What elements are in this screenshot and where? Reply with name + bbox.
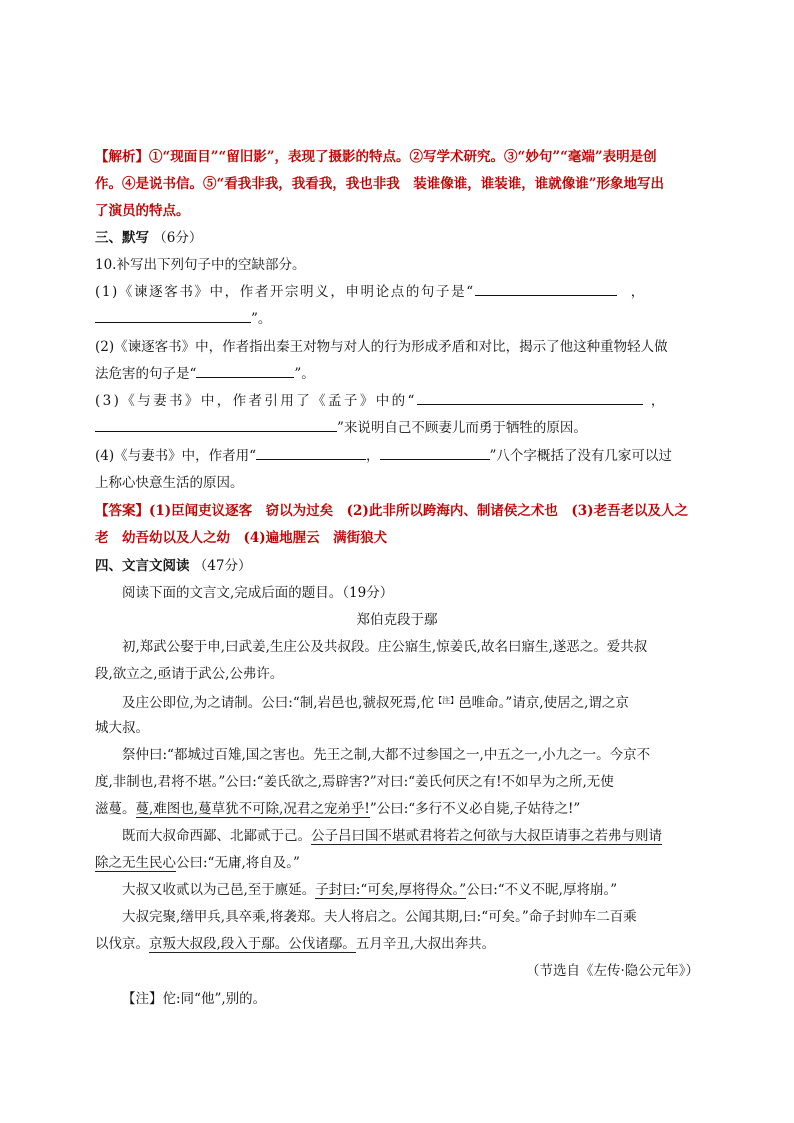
p4-underlined-2: 除之无生民心 — [95, 855, 176, 871]
q4-text: (4)《与妻书》中，作者用“ — [95, 448, 257, 464]
q3-blank-2[interactable] — [95, 417, 337, 432]
p2-text-2: 邑唯命。”请京,使居之,谓之京 — [458, 695, 629, 711]
p3-line-3 — [95, 798, 699, 820]
section4-score: （47分） — [193, 558, 252, 574]
q3-text: (3)《与妻书》中，作者引用了《孟子》中的“ — [95, 393, 417, 409]
p5-text-1: 大叔又收贰以为己邑,至于廪延。 — [122, 882, 316, 898]
q4-comma: ， — [366, 448, 380, 464]
p6-text-1: 以伐京。 — [95, 936, 149, 952]
p4-text-2: 公曰:“无庸,将自及。” — [176, 855, 300, 871]
section3-score: （6分） — [153, 230, 203, 246]
q1-blank-1[interactable] — [475, 281, 617, 296]
q3-blank-1[interactable] — [417, 390, 643, 405]
p5-line-1 — [122, 879, 699, 901]
section4-title: 四、文言文阅读 — [95, 558, 190, 574]
passage-title: 郑伯克段于鄢 — [356, 612, 438, 628]
question-10: 10.补写出下列句子中的空缺部分。 — [95, 257, 306, 273]
analysis-line-2: 作。④是说书信。⑤“看我非我，我看我，我也非我 装谁像谁，谁装谁，谁就像谁”形象地写出 — [95, 176, 665, 192]
p6-text-2: 五月辛丑,大叔出奔共。 — [355, 936, 496, 952]
q1-end: ”。 — [251, 311, 272, 327]
p3-line-2: 度,非制也,君将不堪。”公曰:“姜氏欲之,焉辟害?”对曰:“姜氏何厌之有!不如早为之所,无使 — [95, 774, 614, 790]
q2-blank[interactable] — [196, 363, 294, 378]
p1-line-2: 段,欲立之,亟请于武公,公弗许。 — [95, 666, 284, 682]
answer-line-2: 老 幼吾幼以及人之幼 (4)遍地腥云 满街狼犬 — [95, 530, 388, 546]
p5-underlined: 子封曰:“可矣,厚将得众。” — [315, 882, 467, 898]
p4-line-1 — [122, 825, 699, 847]
p3-line-1: 祭仲曰:“都城过百雉,国之害也。先王之制,大都不过参国之一,中五之一,小九之一。今京不 — [122, 747, 651, 763]
p2-text-1: 及庄公即位,为之请制。公曰:“制,岩邑也,虢叔死焉,佗 — [122, 695, 435, 711]
q1-comma: ， — [630, 284, 645, 300]
q2-line-1: (2)《谏逐客书》中，作者指出秦王对物与对人的行为形成矛盾和对比，揭示了他这种重物轻人做 — [95, 339, 668, 355]
section4-intro: 阅读下面的文言文,完成后面的题目。（19分） — [122, 585, 394, 601]
p2-line-2: 城大叔。 — [95, 720, 149, 736]
q2-line-2 — [95, 363, 699, 385]
q3-line-2 — [95, 417, 699, 439]
section3-title: 三、默写 — [95, 230, 149, 246]
q1-blank-2[interactable] — [95, 308, 251, 323]
q4-line-2: 上称心快意生活的原因。 — [95, 475, 244, 491]
q4-end: ”八个字概括了没有几家可以过 — [489, 448, 672, 464]
p6-line-2 — [95, 933, 699, 955]
section3-heading — [95, 227, 699, 249]
q1-line-2 — [95, 308, 699, 330]
section4-heading — [95, 555, 699, 577]
q3-comma: ， — [650, 393, 665, 409]
p4-line-2 — [95, 852, 699, 874]
passage-note: 【注】佗:同“他”,别的。 — [122, 991, 267, 1007]
q2-text: 法危害的句子是“ — [95, 366, 197, 382]
q3-line-1 — [95, 390, 699, 412]
passage-source: （节选自《左传·隐公元年》） — [525, 963, 699, 979]
p4-text-1: 既而大叔命西鄙、北鄙贰于己。 — [122, 828, 311, 844]
p6-underlined: 京叛大叔段,段入于鄢。公伐诸鄢。 — [149, 936, 356, 952]
note-marker: 【注】 — [434, 696, 459, 705]
q1-line-1 — [95, 281, 699, 303]
p1-line-1: 初,郑武公娶于申,曰武姜,生庄公及共叔段。庄公寤生,惊姜氏,故名曰寤生,遂恶之。爱共叔 — [122, 639, 648, 655]
q3-end: ”来说明自己不顾妻儿而勇于牺牲的原因。 — [337, 420, 587, 436]
p4-underlined-1: 公子吕曰国不堪贰君将若之何欲与大叔臣请事之若弗与则请 — [311, 828, 662, 844]
analysis-line-3: 了演员的特点。 — [95, 203, 190, 219]
q4-blank-2[interactable] — [380, 445, 490, 460]
p3-underlined: 蔓,难图也,蔓草犹不可除,况君之宠弟乎! — [135, 801, 370, 817]
p3-text-1: 滋蔓。 — [95, 801, 136, 817]
analysis-line-1: 【解析】①“现面目”“留旧影”，表现了摄影的特点。②写学术研究。③“妙句”“毫端”表明是创 — [95, 149, 657, 165]
q1-text: (1)《谏逐客书》中，作者开宗明义，申明论点的句子是“ — [95, 284, 475, 300]
q4-blank-1[interactable] — [256, 445, 366, 460]
p2-line-1 — [122, 690, 699, 714]
q4-line-1 — [95, 445, 699, 467]
p6-line-1: 大叔完聚,缮甲兵,具卒乘,将袭郑。夫人将启之。公闻其期,曰:“可矣。”命子封帅车二百乘 — [122, 909, 637, 925]
p5-text-2: 公曰:“不义不昵,厚将崩。” — [466, 882, 618, 898]
answer-line-1: 【答案】(1)臣闻吏议逐客 窃以为过矣 (2)此非所以跨海内、制诸侯之术也 (3)老吾老以及人之 — [95, 503, 689, 519]
q2-end: ”。 — [294, 366, 315, 382]
p3-text-2: ”公曰:“多行不义必自毙,子姑待之!” — [369, 801, 581, 817]
